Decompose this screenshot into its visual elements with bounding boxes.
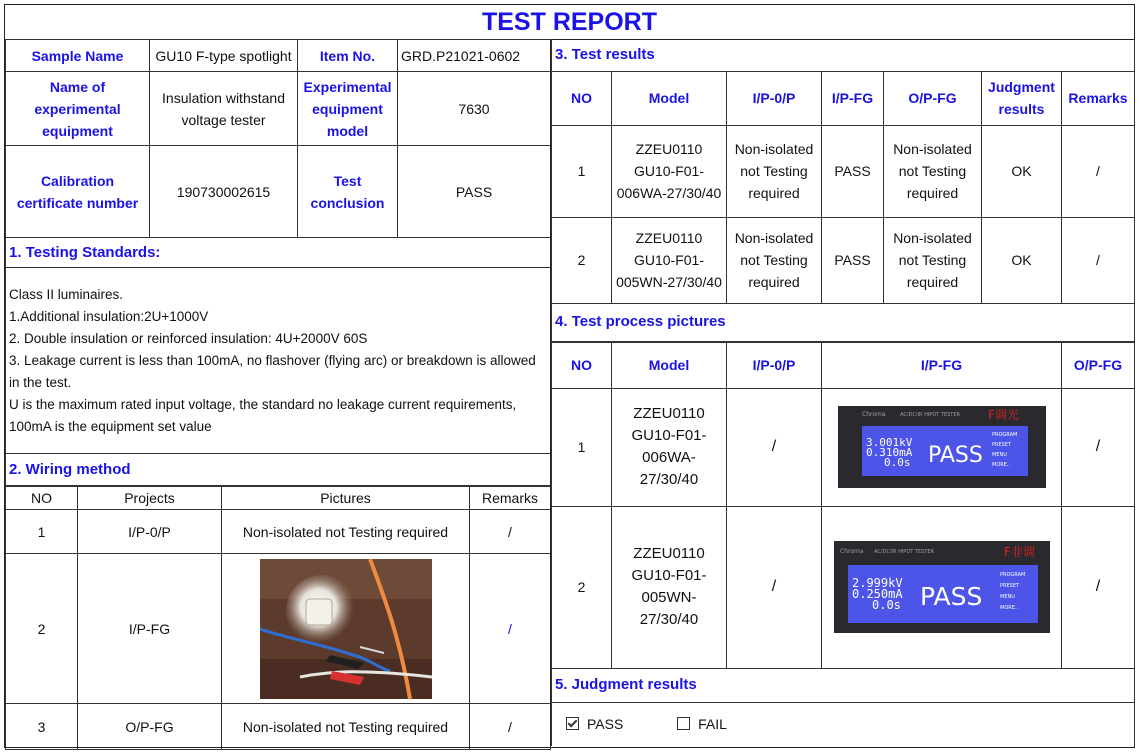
pictures-model: ZZEU0110 GU10-F01-005WN-27/30/40 xyxy=(612,506,727,668)
screen-brand: Chroma xyxy=(839,548,864,555)
standards-line: 3. Leakage current is less than 100mA, no flashover (flying arc) or breakdown is allowed in the test. xyxy=(9,353,536,390)
table-row xyxy=(552,217,1135,303)
results-ip-fg: PASS xyxy=(822,125,884,217)
screen-menu-item: PROGRAM xyxy=(991,432,1017,438)
screen-menu-item: MENU xyxy=(991,452,1007,458)
results-no: 1 xyxy=(552,125,612,217)
pass-label: PASS xyxy=(587,716,624,733)
calibration-value: 190730002615 xyxy=(150,146,298,238)
equipment-model-label: Experimental equipment model xyxy=(298,72,398,146)
results-table xyxy=(551,39,1135,342)
screen-tag: F调光 xyxy=(987,408,1019,422)
report-title: TEST REPORT xyxy=(4,4,1135,40)
screen-tag: F非调 xyxy=(1003,545,1035,559)
wiring-remark: / xyxy=(470,554,551,704)
wiring-header-pictures: Pictures xyxy=(222,487,470,510)
results-ip-op: Non-isolated not Testing required xyxy=(727,217,822,303)
results-op-fg: Non-isolated not Testing required xyxy=(884,125,982,217)
wiring-picture-text: Non-isolated not Testing required xyxy=(222,510,470,554)
wiring-no: 2 xyxy=(6,554,78,704)
screen-voltage: 3.001kV xyxy=(865,436,912,449)
wiring-header-remarks: Remarks xyxy=(470,487,551,510)
screen-menu-item: MENU xyxy=(999,594,1015,600)
screen-brand: Chroma xyxy=(861,411,886,418)
results-header-ip-op: I/P-0/P xyxy=(727,71,822,125)
sample-name-label: Sample Name xyxy=(6,40,150,72)
pass-checkbox[interactable] xyxy=(566,717,579,730)
judgment-options xyxy=(552,702,1135,746)
pictures-header-op-fg: O/P-FG xyxy=(1062,342,1135,388)
wiring-heading: 2. Wiring method xyxy=(6,454,551,486)
standards-line: Class II luminaires. xyxy=(9,287,124,302)
wiring-remark: / xyxy=(470,510,551,554)
results-remark: / xyxy=(1062,217,1135,303)
lcd-cell xyxy=(822,506,1062,668)
pictures-header-ip-op: I/P-0/P xyxy=(727,342,822,388)
sample-name-value: GU10 F-type spotlight xyxy=(150,40,298,72)
left-column xyxy=(5,39,550,747)
wiring-no: 3 xyxy=(6,704,78,750)
results-heading: 3. Test results xyxy=(552,39,1135,71)
equipment-name-label: Name of experimental equipment xyxy=(6,72,150,146)
equipment-name-value: Insulation withstand voltage tester xyxy=(150,72,298,146)
calibration-label: Calibration certificate number xyxy=(6,146,150,238)
pictures-heading: 4. Test process pictures xyxy=(552,303,1135,341)
results-header-model: Model xyxy=(612,71,727,125)
pictures-no: 2 xyxy=(552,506,612,668)
pictures-header-no: NO xyxy=(552,342,612,388)
equipment-model-value: 7630 xyxy=(398,72,551,146)
pictures-ip-op: / xyxy=(727,506,822,668)
tester-screen-photo xyxy=(838,406,1046,488)
screen-menu-item: PRESET xyxy=(999,583,1019,589)
wiring-header-no: NO xyxy=(6,487,78,510)
standards-line: 2. Double insulation or reinforced insulation: 4U+2000V 60S xyxy=(9,331,368,346)
info-table xyxy=(5,39,551,486)
pictures-table xyxy=(551,342,1135,747)
screen-tester: AC/DC/IR HIPOT TESTER xyxy=(899,412,960,418)
screen-result: PASS xyxy=(927,443,983,468)
fail-checkbox[interactable] xyxy=(677,717,690,730)
standards-line: 1.Additional insulation:2U+1000V xyxy=(9,309,209,324)
pictures-op-fg: / xyxy=(1062,388,1135,506)
screen-menu-item: MORE.. xyxy=(999,605,1018,611)
conclusion-label: Test conclusion xyxy=(298,146,398,238)
screen-voltage: 2.999kV xyxy=(851,576,903,590)
table-row xyxy=(6,554,551,704)
screen-menu-item: PRESET xyxy=(991,442,1011,448)
results-ip-op: Non-isolated not Testing required xyxy=(727,125,822,217)
wiring-photo-cell xyxy=(222,554,470,704)
pictures-header-model: Model xyxy=(612,342,727,388)
wiring-no: 1 xyxy=(6,510,78,554)
right-column xyxy=(550,39,1134,747)
wiring-project: O/P-FG xyxy=(78,704,222,750)
fail-label: FAIL xyxy=(698,716,727,733)
screen-time: 0.0s xyxy=(883,456,910,469)
wiring-table xyxy=(5,486,551,750)
results-header-judgment: Judgment results xyxy=(982,71,1062,125)
results-header-remarks: Remarks xyxy=(1062,71,1135,125)
pictures-ip-op: / xyxy=(727,388,822,506)
wiring-header-projects: Projects xyxy=(78,487,222,510)
results-header-op-fg: O/P-FG xyxy=(884,71,982,125)
screen-current: 0.310mA xyxy=(865,446,912,459)
results-remark: / xyxy=(1062,125,1135,217)
wiring-project: I/P-0/P xyxy=(78,510,222,554)
pictures-model: ZZEU0110 GU10-F01-006WA-27/30/40 xyxy=(612,388,727,506)
wiring-photo xyxy=(260,559,432,699)
pictures-header-ip-fg: I/P-FG xyxy=(822,342,1062,388)
results-model: ZZEU0110 GU10-F01-005WN-27/30/40 xyxy=(612,217,727,303)
screen-menu-item: MORE.. xyxy=(991,462,1010,468)
results-judgment: OK xyxy=(982,125,1062,217)
screen-tester: AC/DC/IR HIPOT TESTER xyxy=(873,549,934,555)
table-row xyxy=(552,388,1135,506)
lcd-cell xyxy=(822,388,1062,506)
screen-menu-item: PROGRAM xyxy=(999,572,1025,578)
pictures-op-fg: / xyxy=(1062,506,1135,668)
standards-text xyxy=(6,268,551,454)
table-row xyxy=(552,506,1135,668)
wiring-project: I/P-FG xyxy=(78,554,222,704)
wiring-remark: / xyxy=(470,704,551,750)
item-no-value: GRD.P21021-0602 xyxy=(398,40,551,72)
table-row xyxy=(552,125,1135,217)
table-row xyxy=(6,704,551,750)
standards-line: U is the maximum rated input voltage, the standard no leakage current requirements, 100mA is the equipment set value xyxy=(9,397,517,434)
results-header-ip-fg: I/P-FG xyxy=(822,71,884,125)
judgment-heading: 5. Judgment results xyxy=(552,668,1135,702)
results-judgment: OK xyxy=(982,217,1062,303)
screen-result: PASS xyxy=(919,582,982,611)
results-header-no: NO xyxy=(552,71,612,125)
tester-screen-photo xyxy=(834,541,1050,633)
results-ip-fg: PASS xyxy=(822,217,884,303)
wiring-picture-text: Non-isolated not Testing required xyxy=(222,704,470,750)
screen-time: 0.0s xyxy=(871,598,901,612)
screen-current: 0.250mA xyxy=(851,587,903,601)
results-model: ZZEU0110 GU10-F01-006WA-27/30/40 xyxy=(612,125,727,217)
pictures-no: 1 xyxy=(552,388,612,506)
table-row xyxy=(6,510,551,554)
results-op-fg: Non-isolated not Testing required xyxy=(884,217,982,303)
standards-heading: 1. Testing Standards: xyxy=(6,238,551,268)
item-no-label: Item No. xyxy=(298,40,398,72)
conclusion-value: PASS xyxy=(398,146,551,238)
results-no: 2 xyxy=(552,217,612,303)
